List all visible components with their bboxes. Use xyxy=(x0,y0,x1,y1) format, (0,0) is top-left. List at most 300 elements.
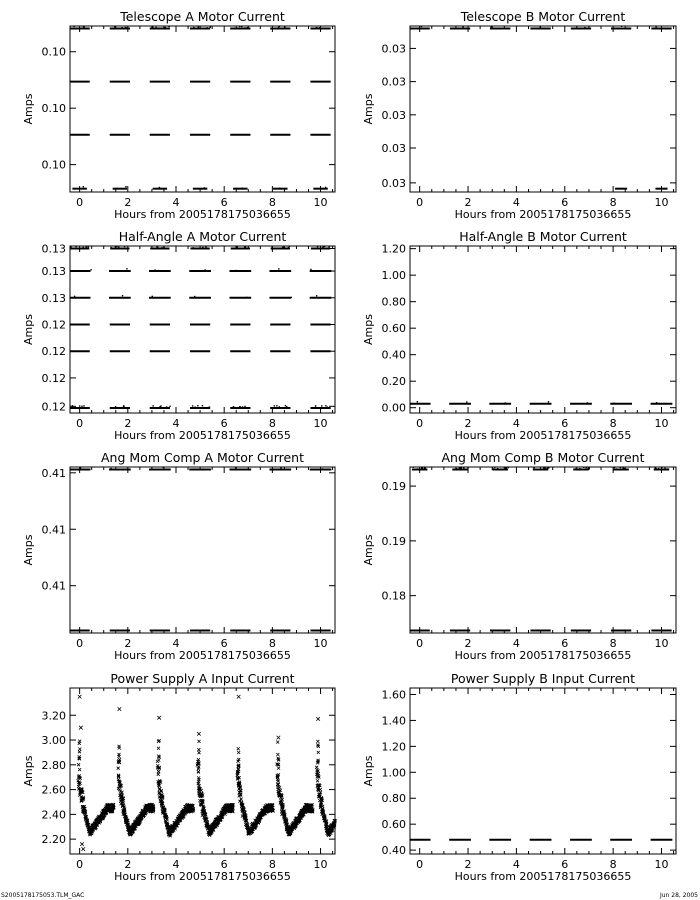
data-point xyxy=(667,468,668,469)
data-point xyxy=(322,247,323,248)
data-point xyxy=(79,782,82,785)
data-point xyxy=(288,247,289,248)
y-tick-label: 0.41 xyxy=(41,466,66,480)
y-tick-label: 2.20 xyxy=(41,833,66,847)
data-point xyxy=(498,468,499,469)
x-tick-label: 0 xyxy=(416,417,424,430)
y-tick-label: 3.20 xyxy=(41,709,66,723)
chart-title: Telescope B Motor Current xyxy=(460,9,626,24)
data-point xyxy=(276,405,277,406)
data-point xyxy=(193,468,194,469)
data-point xyxy=(163,247,164,248)
data-point xyxy=(152,27,153,28)
data-point xyxy=(417,401,418,402)
data-point xyxy=(545,468,546,469)
data-point xyxy=(157,716,161,720)
data-point xyxy=(159,406,160,407)
data-point xyxy=(276,741,279,744)
data-point xyxy=(421,467,422,468)
data-point xyxy=(237,751,240,754)
data-point xyxy=(126,27,127,28)
x-tick-label: 4 xyxy=(512,417,520,430)
data-point xyxy=(159,187,160,188)
data-point xyxy=(198,26,199,27)
y-tick-label: 0.10 xyxy=(41,102,66,116)
data-point xyxy=(321,405,322,406)
y-tick-label: 2.60 xyxy=(41,783,66,797)
data-point xyxy=(72,405,73,406)
x-tick-label: 8 xyxy=(268,417,276,430)
y-tick-label: 1.20 xyxy=(381,242,406,256)
x-tick-label: 6 xyxy=(561,637,569,650)
data-point xyxy=(155,27,156,28)
data-point xyxy=(110,468,111,469)
data-series xyxy=(77,695,337,851)
y-tick-label: 3.00 xyxy=(41,734,66,748)
data-point xyxy=(242,187,243,188)
chart-title: Ang Mom Comp A Motor Current xyxy=(101,450,304,465)
data-point xyxy=(122,295,123,296)
data-point xyxy=(327,406,328,407)
x-tick-label: 6 xyxy=(561,858,569,871)
data-series xyxy=(70,467,331,631)
x-axis-label: Hours from 2005178175036655 xyxy=(114,208,291,221)
data-point xyxy=(616,468,617,469)
data-point xyxy=(157,770,160,773)
x-axis-label: Hours from 2005178175036655 xyxy=(114,649,291,662)
data-point xyxy=(117,767,120,770)
y-axis-label: Amps xyxy=(22,755,35,787)
data-point xyxy=(202,405,203,406)
data-point xyxy=(315,407,316,408)
data-point xyxy=(239,26,240,27)
y-tick-label: 1.60 xyxy=(381,688,406,702)
y-axis-label: Amps xyxy=(362,534,375,566)
x-tick-label: 10 xyxy=(654,858,669,871)
plot-frame xyxy=(410,688,676,854)
data-point xyxy=(197,247,198,248)
data-point xyxy=(319,27,320,28)
data-point xyxy=(124,246,125,247)
data-point xyxy=(157,247,158,248)
chart-panel-5 xyxy=(22,450,335,662)
y-tick-label: 0.12 xyxy=(41,318,66,332)
footer-filename: S2005178175053.TLM_GAC xyxy=(1,892,85,899)
data-point xyxy=(165,27,166,28)
data-point xyxy=(316,27,317,28)
data-point xyxy=(244,246,245,247)
y-tick-label: 1.00 xyxy=(381,269,406,283)
data-point xyxy=(207,27,208,28)
data-point xyxy=(315,405,316,406)
data-point xyxy=(123,405,124,406)
y-axis-label: Amps xyxy=(22,314,35,345)
data-point xyxy=(466,401,467,402)
x-tick-label: 0 xyxy=(416,858,424,871)
data-point xyxy=(285,405,286,406)
data-point xyxy=(278,268,279,269)
x-tick-label: 10 xyxy=(313,858,328,871)
chart-title: Power Supply A Input Current xyxy=(110,671,295,686)
x-tick-label: 8 xyxy=(268,637,276,650)
data-point xyxy=(86,246,87,247)
data-point xyxy=(83,405,84,406)
data-point xyxy=(79,726,83,730)
data-point xyxy=(157,773,160,776)
plot-frame xyxy=(410,26,676,192)
data-point xyxy=(197,748,200,751)
x-tick-label: 2 xyxy=(464,196,472,209)
x-tick-label: 4 xyxy=(512,637,520,650)
data-point xyxy=(277,736,281,740)
data-point xyxy=(585,467,586,468)
data-point xyxy=(74,296,75,297)
data-point xyxy=(277,767,280,770)
data-point xyxy=(322,468,323,469)
x-tick-label: 4 xyxy=(512,196,520,209)
data-point xyxy=(205,246,206,247)
x-axis-label: Hours from 2005178175036655 xyxy=(114,429,291,442)
data-point xyxy=(624,468,625,469)
data-point xyxy=(90,269,91,270)
data-point xyxy=(193,27,194,28)
data-point xyxy=(125,186,126,187)
x-tick-label: 10 xyxy=(654,417,669,430)
data-point xyxy=(152,296,153,297)
data-point xyxy=(310,269,311,270)
data-point xyxy=(110,247,111,248)
x-tick-label: 4 xyxy=(512,858,520,871)
x-tick-label: 2 xyxy=(124,858,132,871)
data-point xyxy=(655,467,656,468)
data-point xyxy=(614,403,615,404)
x-tick-label: 6 xyxy=(561,196,569,209)
y-axis-label: Amps xyxy=(362,93,375,125)
data-point xyxy=(198,740,201,743)
data-point xyxy=(78,768,81,771)
data-point xyxy=(73,26,74,27)
x-tick-label: 10 xyxy=(654,637,669,650)
data-point xyxy=(588,468,589,469)
chart-title: Ang Mom Comp B Motor Current xyxy=(441,450,645,465)
chart-panel-3 xyxy=(22,229,335,442)
y-tick-label: 1.00 xyxy=(381,766,406,780)
data-point xyxy=(152,405,153,406)
data-point xyxy=(237,747,240,750)
y-tick-label: 2.80 xyxy=(41,758,66,772)
data-point xyxy=(655,26,656,27)
data-point xyxy=(579,468,580,469)
data-series xyxy=(70,25,331,189)
y-tick-label: 0.12 xyxy=(41,400,66,414)
data-point xyxy=(114,26,115,27)
data-point xyxy=(324,246,325,247)
data-point xyxy=(664,468,665,469)
data-point xyxy=(316,740,319,743)
plot-frame xyxy=(410,467,676,633)
data-point xyxy=(242,406,243,407)
y-axis-label: Amps xyxy=(362,314,375,345)
chart-panel-1 xyxy=(22,9,335,221)
data-point xyxy=(658,468,659,469)
data-point xyxy=(584,27,585,28)
data-point xyxy=(83,186,84,187)
chart-title: Half-Angle A Motor Current xyxy=(118,229,287,244)
x-tick-label: 4 xyxy=(172,858,180,871)
data-point xyxy=(490,26,491,27)
y-tick-label: 0.80 xyxy=(381,792,406,806)
x-tick-label: 0 xyxy=(76,858,84,871)
data-point xyxy=(291,297,292,298)
y-tick-label: 0.03 xyxy=(381,75,406,89)
data-point xyxy=(413,467,414,468)
x-tick-label: 0 xyxy=(416,196,424,209)
data-point xyxy=(279,26,280,27)
x-tick-label: 8 xyxy=(268,196,276,209)
data-point xyxy=(75,246,76,247)
data-point xyxy=(620,467,621,468)
x-tick-label: 6 xyxy=(561,417,569,430)
data-point xyxy=(271,247,272,248)
x-axis-label: Hours from 2005178175036655 xyxy=(454,208,632,221)
x-tick-label: 8 xyxy=(609,196,617,209)
data-point xyxy=(163,467,164,468)
data-point xyxy=(325,187,326,188)
y-tick-label: 0.19 xyxy=(381,534,406,548)
data-point xyxy=(283,247,284,248)
data-point xyxy=(197,405,198,406)
x-tick-label: 2 xyxy=(464,858,472,871)
y-tick-label: 0.03 xyxy=(381,108,406,122)
y-tick-label: 0.10 xyxy=(41,45,66,59)
x-tick-label: 4 xyxy=(172,637,180,650)
data-point xyxy=(235,467,236,468)
data-point xyxy=(456,468,457,469)
y-tick-label: 1.40 xyxy=(381,714,406,728)
data-point xyxy=(462,26,463,27)
data-point xyxy=(493,468,494,469)
chart-panel-8 xyxy=(362,671,676,883)
y-axis-label: Amps xyxy=(22,534,35,566)
data-point xyxy=(166,406,167,407)
data-point xyxy=(83,26,84,27)
data-point xyxy=(202,247,203,248)
data-point xyxy=(533,467,534,468)
x-tick-label: 4 xyxy=(172,196,180,209)
x-tick-label: 10 xyxy=(313,417,328,430)
data-point xyxy=(161,247,162,248)
y-axis-label: Amps xyxy=(22,93,35,125)
data-point xyxy=(467,467,468,468)
data-point xyxy=(286,406,287,407)
data-point xyxy=(157,759,160,762)
data-point xyxy=(317,246,318,247)
data-point xyxy=(70,246,71,247)
y-tick-label: 0.13 xyxy=(41,291,66,305)
data-point xyxy=(543,467,544,468)
chart-panel-2 xyxy=(362,9,676,221)
data-point xyxy=(324,27,325,28)
data-point xyxy=(239,406,240,407)
chart-title: Power Supply B Input Current xyxy=(450,671,636,686)
data-point xyxy=(210,27,211,28)
x-tick-label: 8 xyxy=(268,858,276,871)
chart-panel-6 xyxy=(362,450,676,662)
data-point xyxy=(508,467,509,468)
data-point xyxy=(661,467,662,468)
x-axis-label: Hours from 2005178175036655 xyxy=(454,649,632,662)
data-point xyxy=(121,27,122,28)
data-point xyxy=(83,247,84,248)
data-point xyxy=(80,842,84,846)
data-point xyxy=(247,27,248,28)
data-point xyxy=(157,747,160,750)
y-tick-label: 0.13 xyxy=(41,242,66,256)
data-series xyxy=(410,467,672,631)
data-point xyxy=(237,695,241,699)
data-point xyxy=(280,467,281,468)
data-point xyxy=(279,406,280,407)
data-point xyxy=(463,467,464,468)
data-point xyxy=(116,246,117,247)
data-point xyxy=(656,402,657,403)
chart-panel-4 xyxy=(362,229,676,442)
y-tick-label: 0.00 xyxy=(381,401,406,415)
y-tick-label: 0.03 xyxy=(381,142,406,156)
x-tick-label: 10 xyxy=(313,196,328,209)
data-point xyxy=(80,468,81,469)
data-point xyxy=(317,751,320,754)
data-point xyxy=(289,246,290,247)
y-tick-label: 0.20 xyxy=(381,375,406,389)
x-axis-label: Hours from 2005178175036655 xyxy=(114,870,291,883)
plot-frame xyxy=(70,467,335,633)
data-point xyxy=(79,405,80,406)
data-point xyxy=(192,405,193,406)
data-point xyxy=(117,753,120,756)
data-point xyxy=(77,763,80,766)
data-point xyxy=(614,467,615,468)
data-point xyxy=(274,405,275,406)
data-point xyxy=(315,766,318,769)
data-point xyxy=(547,468,548,469)
x-tick-label: 6 xyxy=(220,637,228,650)
x-tick-label: 2 xyxy=(464,637,472,650)
footer-date: Jun 28, 2005 xyxy=(659,892,698,899)
data-point xyxy=(204,269,205,270)
data-point xyxy=(78,695,82,699)
x-tick-label: 10 xyxy=(313,637,328,650)
data-point xyxy=(236,246,237,247)
data-series xyxy=(410,401,672,404)
y-tick-label: 1.20 xyxy=(381,740,406,754)
data-point xyxy=(276,753,279,756)
data-point xyxy=(169,406,170,407)
y-tick-label: 0.40 xyxy=(381,844,406,858)
y-tick-label: 0.10 xyxy=(41,158,66,172)
data-point xyxy=(587,402,588,403)
x-tick-label: 8 xyxy=(609,637,617,650)
x-tick-label: 2 xyxy=(464,417,472,430)
data-point xyxy=(118,707,122,711)
data-point xyxy=(540,26,541,27)
y-tick-label: 0.41 xyxy=(41,523,66,537)
y-tick-label: 0.60 xyxy=(381,322,406,336)
data-point xyxy=(421,26,422,27)
data-point xyxy=(279,188,280,189)
data-point xyxy=(316,295,317,296)
x-tick-label: 2 xyxy=(124,196,132,209)
y-tick-label: 0.03 xyxy=(381,42,406,56)
data-point xyxy=(193,247,194,248)
data-series xyxy=(70,246,331,409)
data-point xyxy=(197,732,201,736)
y-tick-label: 0.60 xyxy=(381,818,406,832)
y-tick-label: 0.18 xyxy=(381,589,406,603)
y-tick-label: 0.03 xyxy=(381,176,406,190)
data-series xyxy=(410,26,672,189)
data-point xyxy=(78,747,81,750)
x-tick-label: 4 xyxy=(172,417,180,430)
x-tick-label: 6 xyxy=(220,196,228,209)
x-tick-label: 6 xyxy=(220,858,228,871)
data-point xyxy=(72,407,73,408)
data-point xyxy=(244,406,245,407)
data-point xyxy=(575,468,576,469)
data-point xyxy=(461,467,462,468)
x-tick-label: 6 xyxy=(220,417,228,430)
chart-title: Telescope A Motor Current xyxy=(120,9,285,24)
data-point xyxy=(118,247,119,248)
data-point xyxy=(417,468,418,469)
data-point xyxy=(246,297,247,298)
data-point xyxy=(195,406,196,407)
x-tick-label: 0 xyxy=(76,196,84,209)
data-point xyxy=(115,406,116,407)
data-point xyxy=(505,467,506,468)
y-tick-label: 0.80 xyxy=(381,295,406,309)
y-tick-label: 0.13 xyxy=(41,265,66,279)
x-tick-label: 8 xyxy=(609,417,617,430)
data-point xyxy=(325,405,326,406)
x-tick-label: 0 xyxy=(76,637,84,650)
data-point xyxy=(197,770,200,773)
y-axis-label: Amps xyxy=(362,755,375,787)
data-point xyxy=(494,467,495,468)
data-point xyxy=(505,402,506,403)
data-point xyxy=(204,187,205,188)
y-tick-label: 0.19 xyxy=(381,480,406,494)
y-tick-label: 0.41 xyxy=(41,579,66,593)
plot-frame xyxy=(410,246,676,413)
data-point xyxy=(235,270,236,271)
x-tick-label: 0 xyxy=(416,637,424,650)
data-point xyxy=(621,26,622,27)
x-tick-label: 2 xyxy=(124,417,132,430)
data-point xyxy=(78,750,81,753)
data-point xyxy=(316,779,319,782)
data-point xyxy=(81,406,82,407)
data-point xyxy=(194,296,195,297)
y-tick-label: 0.40 xyxy=(381,348,406,362)
x-tick-label: 2 xyxy=(124,637,132,650)
data-point xyxy=(548,401,549,402)
data-point xyxy=(241,26,242,27)
y-tick-label: 0.12 xyxy=(41,371,66,385)
data-point xyxy=(328,246,329,247)
data-point xyxy=(126,268,127,269)
data-point xyxy=(209,406,210,407)
